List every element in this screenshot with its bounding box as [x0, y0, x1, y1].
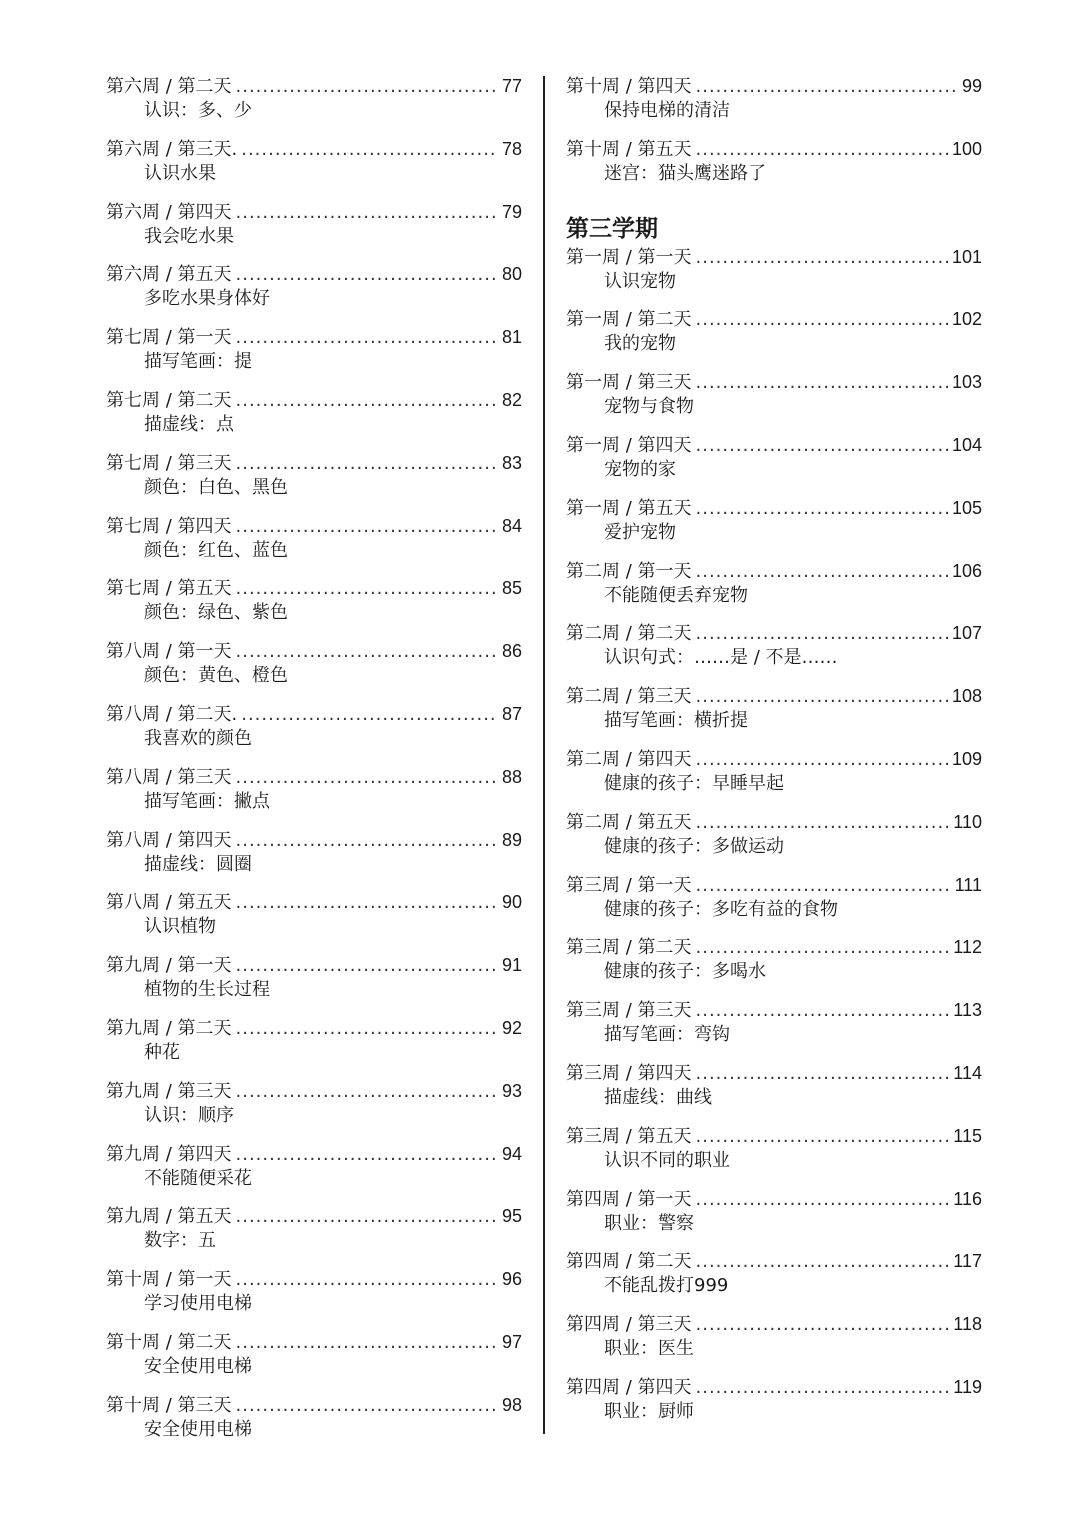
entry-title: 第十周 / 第一天	[106, 1269, 232, 1291]
entry-subtitle: 描写笔画：横折提	[604, 710, 748, 732]
toc-entry[interactable]	[106, 325, 522, 388]
dot-leader	[236, 829, 498, 853]
toc-entry[interactable]	[106, 388, 522, 451]
page-number: 95	[501, 1206, 522, 1227]
entry-title: 第七周 / 第四天	[106, 515, 232, 537]
dot-leader	[236, 766, 498, 790]
page-number: 77	[501, 76, 522, 96]
dot-leader	[241, 703, 498, 727]
dot-leader	[236, 891, 498, 915]
page-number: 109	[951, 748, 982, 769]
entry-subtitle: 健康的孩子：多喝水	[604, 961, 766, 983]
entry-title: 第九周 / 第一天	[106, 955, 232, 977]
entry-subtitle: 描写笔画：提	[144, 351, 252, 373]
entry-title: 第三周 / 第三天	[566, 1000, 692, 1022]
toc-entry[interactable]	[566, 245, 982, 308]
toc-entry[interactable]	[566, 1249, 982, 1312]
toc-entry[interactable]	[106, 1016, 522, 1079]
entry-title: 第八周 / 第三天	[106, 766, 232, 788]
dot-leader	[236, 1017, 498, 1041]
page-number: 88	[501, 766, 522, 787]
entry-title: 第六周 / 第五天	[106, 264, 232, 286]
toc-entry[interactable]	[566, 1312, 982, 1375]
entry-subtitle: 描写笔画：弯钩	[604, 1024, 730, 1046]
toc-entry[interactable]	[566, 1061, 982, 1124]
page-number: 91	[501, 955, 522, 976]
page-number: 85	[501, 578, 522, 599]
page-number: 82	[501, 389, 522, 410]
entry-title: 第一周 / 第三天	[566, 372, 692, 394]
toc-entry[interactable]	[566, 621, 982, 684]
page-number: 102	[951, 309, 982, 330]
page-number: 90	[501, 892, 522, 913]
entry-subtitle: 数字：五	[144, 1230, 216, 1252]
page-number: 117	[953, 1251, 982, 1272]
page-number: 83	[501, 452, 522, 473]
dot-leader	[696, 75, 958, 99]
dot-leader	[236, 452, 498, 476]
dot-leader	[236, 577, 498, 601]
dot-leader	[236, 1331, 498, 1355]
dot-leader	[696, 560, 948, 584]
entry-title: 第十周 / 第二天	[106, 1331, 232, 1353]
page-number: 78	[501, 138, 522, 159]
entry-title: 第六周 / 第四天	[106, 201, 232, 223]
entry-title: 第七周 / 第五天	[106, 578, 232, 600]
page-number: 106	[951, 560, 982, 581]
entry-title: 第八周 / 第五天	[106, 892, 232, 914]
toc-entry[interactable]	[106, 953, 522, 1016]
entry-subtitle: 迷宫：猫头鹰迷路了	[604, 162, 766, 184]
page-number: 96	[501, 1269, 522, 1290]
entry-subtitle: 不能随便采花	[144, 1167, 252, 1189]
dot-leader	[696, 748, 948, 772]
entry-title: 第四周 / 第四天	[566, 1376, 692, 1398]
dot-leader	[236, 954, 498, 978]
entry-subtitle: 颜色：黄色、橙色	[144, 665, 288, 687]
dot-leader	[696, 246, 948, 270]
page-number: 100	[951, 138, 982, 159]
entry-title: 第六周 / 第三天.	[106, 138, 238, 160]
toc-entry[interactable]	[566, 873, 982, 936]
entry-subtitle: 职业：医生	[604, 1338, 694, 1360]
entry-title: 第六周 / 第二天	[106, 76, 232, 97]
toc-left-column	[106, 74, 522, 1456]
entry-title: 第七周 / 第三天	[106, 452, 232, 474]
column-divider	[543, 76, 545, 1434]
entry-subtitle: 描虚线：圆圈	[144, 853, 252, 875]
toc-entry[interactable]	[106, 200, 522, 263]
page-number: 81	[501, 327, 522, 348]
page-number: 86	[501, 641, 522, 662]
page-number: 114	[953, 1062, 982, 1083]
entry-title: 第九周 / 第五天	[106, 1206, 232, 1228]
dot-leader	[236, 326, 498, 350]
entry-subtitle: 描写笔画：撇点	[144, 790, 270, 812]
entry-title: 第一周 / 第五天	[566, 497, 692, 519]
entry-title: 第一周 / 第二天	[566, 309, 692, 331]
toc-entry[interactable]	[106, 765, 522, 828]
toc-entry[interactable]	[566, 433, 982, 496]
entry-subtitle: 健康的孩子：多吃有益的食物	[604, 898, 838, 920]
entry-title: 第一周 / 第四天	[566, 434, 692, 456]
dot-leader	[696, 1313, 950, 1337]
toc-entry[interactable]	[106, 1393, 522, 1456]
page-number: 97	[501, 1331, 522, 1352]
toc-entry[interactable]	[566, 1375, 982, 1438]
entry-title: 第四周 / 第三天	[566, 1314, 692, 1336]
dot-leader	[696, 371, 948, 395]
entry-title: 第八周 / 第二天.	[106, 703, 238, 725]
entry-subtitle: 我喜欢的颜色	[144, 727, 252, 749]
entry-subtitle: 我会吃水果	[144, 225, 234, 247]
entry-subtitle: 学习使用电梯	[144, 1293, 252, 1315]
toc-entry[interactable]	[106, 828, 522, 891]
toc-entry[interactable]	[566, 370, 982, 433]
dot-leader	[236, 1268, 498, 1292]
entry-title: 第三周 / 第二天	[566, 937, 692, 959]
entry-subtitle: 认识水果	[144, 162, 216, 184]
entry-title: 第九周 / 第三天	[106, 1080, 232, 1102]
entry-subtitle: 植物的生长过程	[144, 979, 270, 1001]
entry-subtitle: 颜色：红色、蓝色	[144, 539, 288, 561]
dot-leader	[236, 1205, 498, 1229]
dot-leader	[236, 201, 498, 225]
entry-title: 第八周 / 第一天	[106, 641, 232, 663]
dot-leader	[696, 685, 948, 709]
toc-entry[interactable]	[566, 684, 982, 747]
dot-leader	[236, 515, 498, 539]
toc-entry[interactable]	[106, 74, 522, 137]
entry-subtitle: 爱护宠物	[604, 521, 676, 543]
entry-subtitle: 认识宠物	[604, 270, 676, 292]
dot-leader	[696, 999, 950, 1023]
entry-subtitle: 职业：厨师	[604, 1400, 694, 1422]
dot-leader	[696, 1062, 950, 1086]
toc-entry[interactable]	[566, 1187, 982, 1250]
page-number: 93	[501, 1080, 522, 1101]
dot-leader	[696, 138, 948, 162]
entry-subtitle: 认识句式：……是 / 不是……	[604, 647, 838, 669]
toc-entry[interactable]	[106, 1330, 522, 1393]
dot-leader	[696, 308, 948, 332]
entry-title: 第二周 / 第一天	[566, 560, 692, 582]
page-number: 79	[501, 201, 522, 222]
entry-subtitle: 健康的孩子：多做运动	[604, 835, 784, 857]
page-number: 101	[951, 246, 982, 267]
entry-title: 第四周 / 第二天	[566, 1251, 692, 1273]
toc-entry[interactable]	[566, 559, 982, 622]
entry-title: 第九周 / 第二天	[106, 1017, 232, 1039]
dot-leader	[696, 622, 948, 646]
entry-subtitle: 颜色：白色、黑色	[144, 476, 288, 498]
entry-title: 第三周 / 第五天	[566, 1125, 692, 1147]
entry-title: 第四周 / 第一天	[566, 1188, 692, 1210]
entry-title: 第二周 / 第五天	[566, 811, 692, 833]
dot-leader	[236, 640, 498, 664]
toc-entry[interactable]	[566, 747, 982, 810]
entry-subtitle: 描虚线：点	[144, 413, 234, 435]
entry-title: 第二周 / 第二天	[566, 623, 692, 645]
toc-entry[interactable]	[106, 890, 522, 953]
entry-title: 第十周 / 第五天	[566, 138, 692, 160]
dot-leader	[696, 811, 950, 835]
toc-entry[interactable]	[106, 1267, 522, 1330]
page-number: 80	[501, 264, 522, 285]
toc-entry[interactable]	[566, 307, 982, 370]
toc-entry[interactable]	[106, 1142, 522, 1205]
page-number: 103	[951, 372, 982, 393]
entry-title: 第七周 / 第一天	[106, 327, 232, 349]
toc-entry[interactable]	[566, 810, 982, 873]
entry-title: 第二周 / 第三天	[566, 686, 692, 708]
entry-subtitle: 职业：警察	[604, 1212, 694, 1234]
entry-title: 第十周 / 第三天	[106, 1394, 232, 1416]
entry-title: 第九周 / 第四天	[106, 1143, 232, 1165]
toc-entry[interactable]	[106, 702, 522, 765]
page-number: 99	[961, 76, 982, 96]
entry-subtitle: 描虚线：曲线	[604, 1086, 712, 1108]
page-number: 92	[501, 1017, 522, 1038]
toc-entry[interactable]	[106, 451, 522, 514]
entry-subtitle: 种花	[144, 1041, 180, 1063]
entry-subtitle: 认识植物	[144, 916, 216, 938]
entry-subtitle: 认识：顺序	[144, 1104, 234, 1126]
entry-subtitle: 宠物与食物	[604, 396, 694, 418]
entry-title: 第三周 / 第一天	[566, 874, 692, 896]
entry-title: 第一周 / 第一天	[566, 246, 692, 268]
entry-subtitle: 保持电梯的清洁	[604, 100, 730, 121]
page-number: 113	[953, 1000, 982, 1021]
toc-entry[interactable]	[106, 137, 522, 200]
page-number: 118	[953, 1314, 982, 1335]
toc-entry[interactable]	[566, 496, 982, 559]
entry-subtitle: 安全使用电梯	[144, 1418, 252, 1440]
toc-entry[interactable]	[106, 576, 522, 639]
entry-subtitle: 多吃水果身体好	[144, 288, 270, 310]
entry-subtitle: 宠物的家	[604, 458, 676, 480]
dot-leader	[696, 1188, 950, 1212]
dot-leader	[696, 874, 951, 898]
dot-leader	[236, 75, 498, 99]
toc-entry[interactable]	[106, 262, 522, 325]
dot-leader	[696, 1250, 950, 1274]
dot-leader	[236, 1143, 498, 1167]
page-number: 94	[501, 1143, 522, 1164]
toc-entry[interactable]	[106, 639, 522, 702]
toc-entry[interactable]	[106, 1204, 522, 1267]
page-number: 107	[951, 623, 982, 644]
entry-subtitle: 不能乱拨打999	[604, 1275, 729, 1297]
dot-leader	[236, 263, 498, 287]
toc-entry[interactable]	[566, 137, 982, 200]
toc-entry[interactable]	[106, 514, 522, 577]
page-number: 87	[501, 703, 522, 724]
dot-leader	[696, 497, 948, 521]
page-number: 89	[501, 829, 522, 850]
toc-entry[interactable]	[106, 1079, 522, 1142]
entry-title: 第三周 / 第四天	[566, 1062, 692, 1084]
page-number: 108	[951, 686, 982, 707]
toc-entry[interactable]	[566, 1124, 982, 1187]
page-number: 110	[953, 811, 982, 832]
toc-entry[interactable]	[566, 74, 982, 137]
entry-subtitle: 我的宠物	[604, 333, 676, 355]
page-number: 112	[953, 937, 982, 958]
dot-leader	[696, 936, 950, 960]
page-number: 119	[953, 1376, 982, 1397]
page-number: 115	[953, 1125, 982, 1146]
entry-title: 第十周 / 第四天	[566, 76, 692, 97]
entry-title: 第七周 / 第二天	[106, 389, 232, 411]
page-number: 105	[951, 497, 982, 518]
dot-leader	[696, 1376, 950, 1400]
toc-right-column	[566, 74, 982, 1438]
dot-leader	[236, 1394, 498, 1418]
toc-entry[interactable]	[566, 935, 982, 998]
entry-title: 第二周 / 第四天	[566, 748, 692, 770]
toc-entry[interactable]	[566, 998, 982, 1061]
entry-subtitle: 颜色：绿色、紫色	[144, 602, 288, 624]
entry-subtitle: 安全使用电梯	[144, 1355, 252, 1377]
entry-subtitle: 健康的孩子：早睡早起	[604, 772, 784, 794]
entry-subtitle: 不能随便丢弃宠物	[604, 584, 748, 606]
entry-subtitle: 认识：多、少	[144, 100, 252, 121]
dot-leader	[236, 389, 498, 413]
dot-leader	[236, 1080, 498, 1104]
page-number: 104	[951, 434, 982, 455]
dot-leader	[696, 1125, 950, 1149]
entry-subtitle: 认识不同的职业	[604, 1149, 730, 1171]
section-heading: 第三学期	[566, 215, 658, 242]
dot-leader	[696, 434, 948, 458]
page-number: 84	[501, 515, 522, 536]
page-number: 116	[953, 1188, 982, 1209]
page-number: 98	[501, 1394, 522, 1415]
page-number: 111	[954, 874, 982, 895]
dot-leader	[241, 138, 498, 162]
entry-title: 第八周 / 第四天	[106, 829, 232, 851]
